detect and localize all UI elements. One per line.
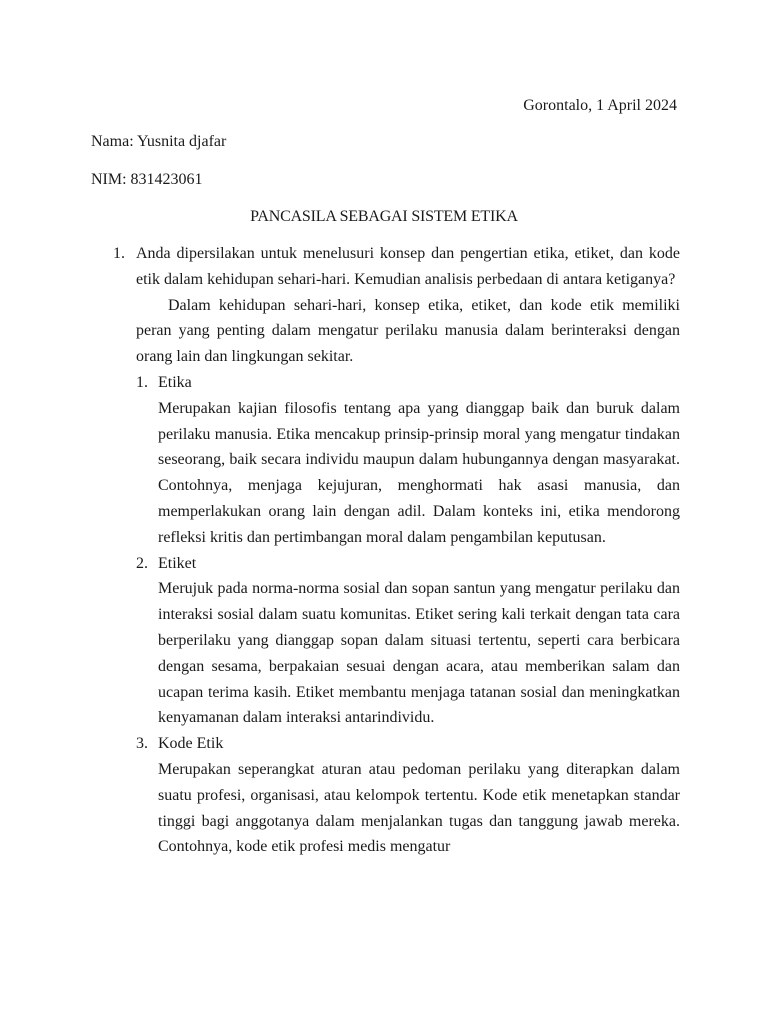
- student-nim: NIM: 831423061: [91, 171, 203, 188]
- document-title: PANCASILA SEBAGAI SISTEM ETIKA: [250, 208, 518, 225]
- question-text: Anda dipersilakan untuk menelusuri konsep dan pengertian etika, etiket, dan kode etik dalam kehidupan sehari-hari. Kemudian analisis perbedaan di antara ketiganya?: [136, 245, 680, 288]
- student-name: Nama: Yusnita djafar: [91, 133, 227, 150]
- section-paragraph: Merujuk pada norma-norma sosial dan sopan santun yang mengatur perilaku dan interaksi sosial dalam suatu komunitas. Etiket sering kali terkait dengan tata cara berperilaku yang dianggap sopan dalam situasi tertentu, seperti cara berbicara dengan sesama, berpakaian sesuai dengan acara, atau memberikan salam dan ucapan terima kasih. Etiket membantu menjaga tatanan sosial dan meningkatkan kenyamanan dalam interaksi antarindividu.: [158, 580, 680, 727]
- intro-paragraph: Dalam kehidupan sehari-hari, konsep etika, etiket, dan kode etik memiliki peran yang penting dalam mengatur perilaku manusia dalam berinteraksi dengan orang lain dan lingkungan sekitar.: [136, 296, 680, 366]
- section-number: 3.: [136, 735, 148, 753]
- section-heading-row: [136, 731, 680, 757]
- section-kode-etik: [136, 731, 680, 860]
- document-date: Gorontalo, 1 April 2024: [523, 97, 677, 114]
- section-number: 1.: [136, 373, 148, 391]
- section-etiket: [136, 551, 680, 732]
- section-heading-row: [136, 370, 680, 396]
- section-heading: Etika: [158, 373, 192, 391]
- section-paragraph: Merupakan seperangkat aturan atau pedoman perilaku yang diterapkan dalam suatu profesi, organisasi, atau kelompok tertentu. Kode etik menetapkan standar tinggi bagi anggotanya dalam menjalankan tugas dan tanggung jawab mereka. Contohnya, kode etik profesi medis mengatur: [158, 760, 680, 856]
- section-heading-row: [136, 551, 680, 577]
- section-number: 2.: [136, 554, 148, 572]
- question-number: 1.: [113, 245, 125, 262]
- document-body: [91, 241, 680, 860]
- section-heading: Etiket: [158, 554, 197, 572]
- section-etika: [136, 370, 680, 551]
- section-heading: Kode Etik: [158, 735, 224, 753]
- section-paragraph: Merupakan kajian filosofis tentang apa yang dianggap baik dan buruk dalam perilaku manusia. Etika mencakup prinsip-prinsip moral yang mengatur tindakan seseorang, baik secara individu maupun dalam hubungannya dengan masyarakat. Contohnya, menjaga kejujuran, menghormati hak asasi manusia, dan memperlakukan orang lain dengan adil. Dalam konteks ini, etika mendorong refleksi kritis dan pertimbangan moral dalam pengambilan keputusan.: [158, 399, 680, 546]
- question-item: [91, 241, 680, 293]
